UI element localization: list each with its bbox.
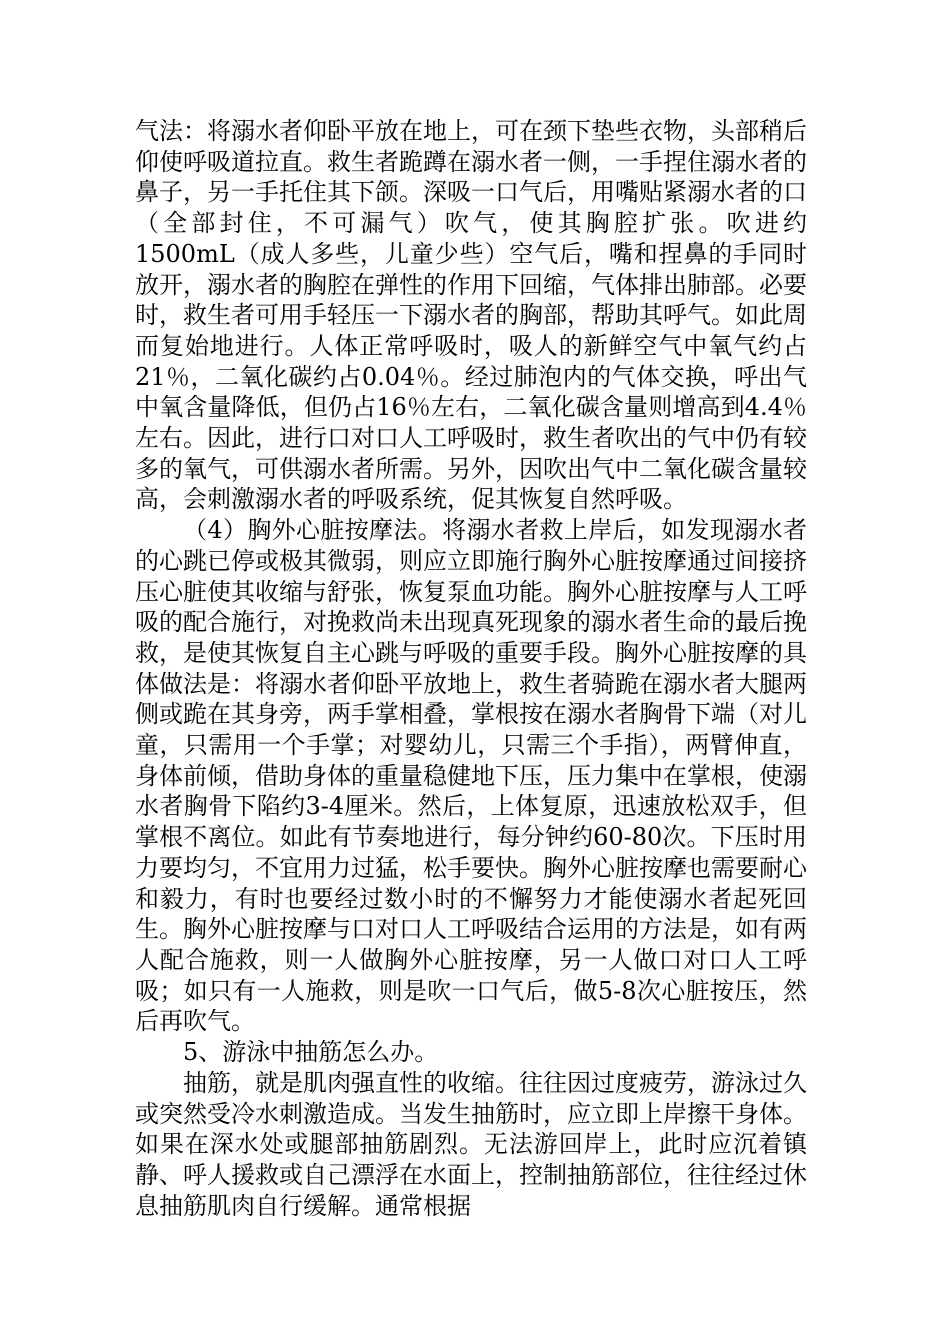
body-text [135,116,807,1221]
paragraph-chest-compression: （4）胸外心脏按摩法。将溺水者救上岸后，如发现溺水者的心跳已停或极其微弱，则应立即施行胸外心脏按摩通过间接挤压心脏使其收缩与舒张，恢复泵血功能。胸外心脏按摩与人工呼吸的配合施行，对挽救尚未出现真死现象的溺水者生命的最后挽救，是使其恢复自主心跳与呼吸的重要手段。胸外心脏按摩的具体做法是：将溺水者仰卧平放地上，救生者骑跪在溺水者大腿两侧或跪在其身旁，两手掌相叠，掌根按在溺水者胸骨下端（对儿童，只需用一个手掌；对婴幼儿，只需三个手指），两臂伸直，身体前倾，借助身体的重量稳健地下压，压力集中在掌根，使溺水者胸骨下陷约3-4厘米。然后，上体复原，迅速放松双手，但掌根不离位。如此有节奏地进行，每分钟约60-80次。下压时用力要均匀，不宜用力过猛，松手要快。胸外心脏按摩也需要耐心和毅力，有时也要经过数小时的不懈努力才能使溺水者起死回生。胸外心脏按摩与口对口人工呼吸结合运用的方法是，如有两人配合施救，则一人做胸外心脏按摩，另一人做口对口人工呼吸；如只有一人施救，则是吹一口气后，做5-8次心脏按压，然后再吹气。 [135,516,807,1036]
paragraph-artificial-respiration: 气法：将溺水者仰卧平放在地上，可在颈下垫些衣物，头部稍后仰使呼吸道拉直。救生者跪蹲在溺水者一侧，一手捏住溺水者的鼻子，另一手托住其下颌。深吸一口气后，用嘴贴紧溺水者的口（全部封住，不可漏气）吹气，使其胸腔扩张。吹进约1500mL（成人多些，儿童少些）空气后，嘴和捏鼻的手同时放开，溺水者的胸腔在弹性的作用下回缩，气体排出肺部。必要时，救生者可用手轻压一下溺水者的胸部，帮助其呼气。如此周而复始地进行。人体正常呼吸时，吸人的新鲜空气中氧气约占21％，二氧化碳约占0.04％。经过肺泡内的气体交换，呼出气中氧含量降低，但仍占16％左右，二氧化碳含量则增高到4.4％左右。因此，进行口对口人工呼吸时，救生者吹出的气中仍有较多的氧气，可供溺水者所需。另外，因吹出气中二氧化碳含量较高，会刺激溺水者的呼吸系统，促其恢复自然呼吸。 [135,117,807,514]
section-heading-cramp: 5、游泳中抽筋怎么办。 [183,1038,439,1067]
paragraph-cramp: 抽筋，就是肌肉强直性的收缩。往往因过度疲劳，游泳过久或突然受冷水刺激造成。当发生抽筋时，应立即上岸擦干身体。如果在深水处或腿部抽筋剧烈。无法游回岸上，此时应沉着镇静、呼人援救或自己漂浮在水面上，控制抽筋部位，往往经过休息抽筋肌肉自行缓解。通常根据 [135,1068,807,1220]
